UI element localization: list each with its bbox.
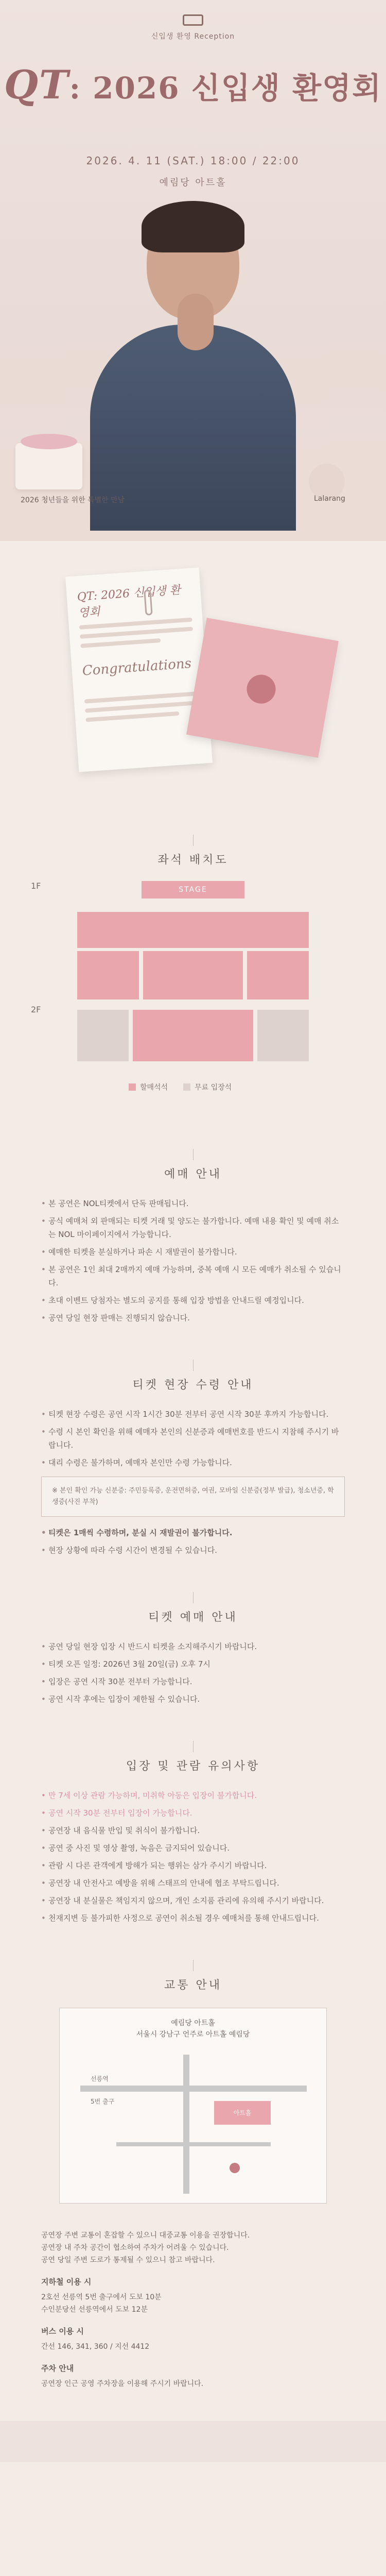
caution-section [0, 1720, 386, 1939]
parking-heading: 주차 안내 [41, 2364, 74, 2373]
admission-item: • 티켓 오픈 일정: 2026년 3월 20일(금) 오후 7시 [41, 1657, 345, 1671]
caution-item: • 공연 중 사진 및 영상 촬영, 녹음은 금지되어 있습니다. [41, 1841, 345, 1855]
seat-grid-1f [77, 912, 309, 999]
section-title-location: 교통 안내 [41, 1960, 345, 1992]
map-station-label: 선릉역 [91, 2075, 109, 2082]
map-title: 예림당 아트홀 [171, 2019, 215, 2027]
map-exit-label: 5번 출구 [91, 2098, 115, 2105]
pickup-item: • 대리 수령은 불가하며, 예매자 본인만 수령 가능합니다. [41, 1456, 345, 1469]
bus-line: 간선 146, 341, 360 / 지선 4412 [41, 2343, 150, 2351]
admission-item: • 입장은 공연 시작 30분 전부터 가능합니다. [41, 1675, 345, 1688]
pickup-strong-item: • 티켓은 1매씩 수령하며, 분실 시 재발권이 불가합니다. [41, 1526, 345, 1539]
section-title-pickup: 티켓 현장 수령 안내 [41, 1360, 345, 1392]
card-heading: QT: 2026 신입생 환영회 [77, 584, 181, 620]
legend-swatch-on [129, 1083, 136, 1091]
invitation-card [65, 567, 213, 772]
id-notice-box: ※ 본인 확인 가능 신분증: 주민등록증, 운전면허증, 여권, 모바일 신분증(정부 발급), 청소년증, 학생증(사진 부착) [41, 1477, 345, 1517]
caution-item: • 천재지변 등 불가피한 사정으로 공연이 취소될 경우 예매처를 통해 안내드립니다. [41, 1911, 345, 1925]
caution-item: • 공연장 내 안전사고 예방을 위해 스태프의 안내에 협조 부탁드립니다. [41, 1876, 345, 1890]
stage-block: STAGE [142, 881, 244, 899]
booking-item: • 본 공연은 NOL티켓에서 단독 판매됩니다. [41, 1197, 345, 1210]
event-title [0, 62, 386, 108]
cake-image [15, 443, 82, 489]
subway-heading: 지하철 이용 시 [41, 2277, 92, 2286]
hero-section [0, 0, 386, 541]
map-hall-marker: 아트홀 [214, 2101, 271, 2125]
pickup-strong-item: • 현장 상황에 따라 수령 시간이 변경될 수 있습니다. [41, 1544, 345, 1557]
booking-item: • 본 공연은 1인 최대 2매까지 예매 가능하며, 중복 예매 시 모든 예매가 취소될 수 있습니다. [41, 1263, 345, 1290]
section-title-seats: 좌석 배치도 [0, 835, 386, 867]
floor-2-label: 2F [31, 1005, 41, 1014]
section-title-admission: 티켓 예매 안내 [41, 1592, 345, 1624]
caution-pink-item: • 만 7세 이상 관람 가능하며, 미취학 아동은 입장이 불가합니다. [41, 1789, 345, 1802]
footer [0, 2421, 386, 2462]
map-pin-icon [230, 2163, 240, 2173]
caution-item: • 관람 시 다른 관객에게 방해가 되는 행위는 삼가 주시기 바랍니다. [41, 1859, 345, 1872]
pickup-item: • 수령 시 본인 확인을 위해 예매자 본인의 신분증과 예매번호를 반드시 지참해 주시기 바랍니다. [41, 1425, 345, 1452]
caution-pink-item: • 공연 시작 30분 전부터 입장이 가능합니다. [41, 1806, 345, 1820]
parking-text: 공연장 인근 공영 주차장을 이용해 주시기 바랍니다. [41, 2380, 204, 2388]
ticket-pickup-section [0, 1339, 386, 1571]
legend-swatch-off [183, 1083, 190, 1091]
title-text: : 2026 신입생 환영회 [69, 71, 382, 106]
section-title-caution: 입장 및 관람 유의사항 [41, 1741, 345, 1773]
directions-section [0, 2214, 386, 2421]
caution-item: • 공연장 내 분실물은 책임지지 않으며, 개인 소지품 관리에 유의해 주시기 바랍니다. [41, 1894, 345, 1907]
brand-logo [0, 14, 386, 41]
booking-item: • 공식 예매처 외 판매되는 티켓 거래 및 양도는 불가합니다. 예매 내용 확인 및 예매 취소는 NOL 마이페이지에서 가능합니다. [41, 1214, 345, 1241]
location-note: 공연 당일 주변 도로가 통제될 수 있으니 참고 바랍니다. [41, 2256, 215, 2264]
location-section [0, 1939, 386, 2214]
card-signature: Congratulations [81, 655, 192, 679]
subway-line: 2호선 선릉역 5번 출구에서 도보 10분 [41, 2293, 162, 2301]
seat-map-section [0, 809, 386, 1128]
logo-mark-icon [183, 14, 203, 26]
location-map [59, 2008, 327, 2204]
pickup-item: • 티켓 현장 수령은 공연 시작 1시간 30분 전부터 공연 시작 30분 후까지 가능합니다. [41, 1408, 345, 1421]
location-note: 공연장 내 주차 공간이 협소하여 주차가 어려울 수 있습니다. [41, 2244, 229, 2252]
floor-1-label: 1F [31, 881, 41, 891]
event-date: 2026. 4. 11 (SAT.) 18:00 / 22:00 [86, 155, 300, 167]
hero-portrait-image [90, 206, 296, 526]
caption-left: 2026 청년들을 위한 특별한 만남 [21, 496, 125, 504]
seat-grid-2f [77, 1010, 309, 1061]
booking-item: • 초대 이벤트 당첨자는 별도의 공지를 통해 입장 방법을 안내드릴 예정입니다. [41, 1294, 345, 1307]
map-subtitle: 서울시 강남구 언주로 아트홀 예림당 [136, 2030, 250, 2039]
bus-heading: 버스 이용 시 [41, 2327, 84, 2336]
envelope-image [186, 618, 339, 758]
booking-item: • 공연 당일 현장 판매는 진행되지 않습니다. [41, 1311, 345, 1325]
admission-section [0, 1571, 386, 1720]
admission-item: • 공연 당일 현장 입장 시 반드시 티켓을 소지해주시기 바랍니다. [41, 1640, 345, 1653]
caption-right: Lalarang [314, 495, 345, 503]
wax-seal-icon [244, 672, 278, 706]
section-title-booking: 예매 안내 [41, 1149, 345, 1181]
location-note: 공연장 주변 교통이 혼잡할 수 있으니 대중교통 이용을 권장합니다. [41, 2231, 250, 2240]
event-venue: 예림당 아트홀 [159, 177, 227, 188]
booking-item: • 예매한 티켓을 분실하거나 파손 시 재발권이 불가합니다. [41, 1245, 345, 1259]
brand-subtitle: 신입생 환영 Reception [151, 32, 235, 41]
caution-item: • 공연장 내 음식물 반입 및 취식이 불가합니다. [41, 1824, 345, 1837]
title-qt: QT [4, 62, 69, 108]
seat-legend: 할매석석 무료 입장석 [129, 1082, 232, 1092]
admission-item: • 공연 시작 후에는 입장이 제한될 수 있습니다. [41, 1692, 345, 1706]
invitation-section [0, 541, 386, 809]
booking-info-section [0, 1128, 386, 1339]
subway-line: 수인분당선 선릉역에서 도보 12분 [41, 2306, 148, 2314]
